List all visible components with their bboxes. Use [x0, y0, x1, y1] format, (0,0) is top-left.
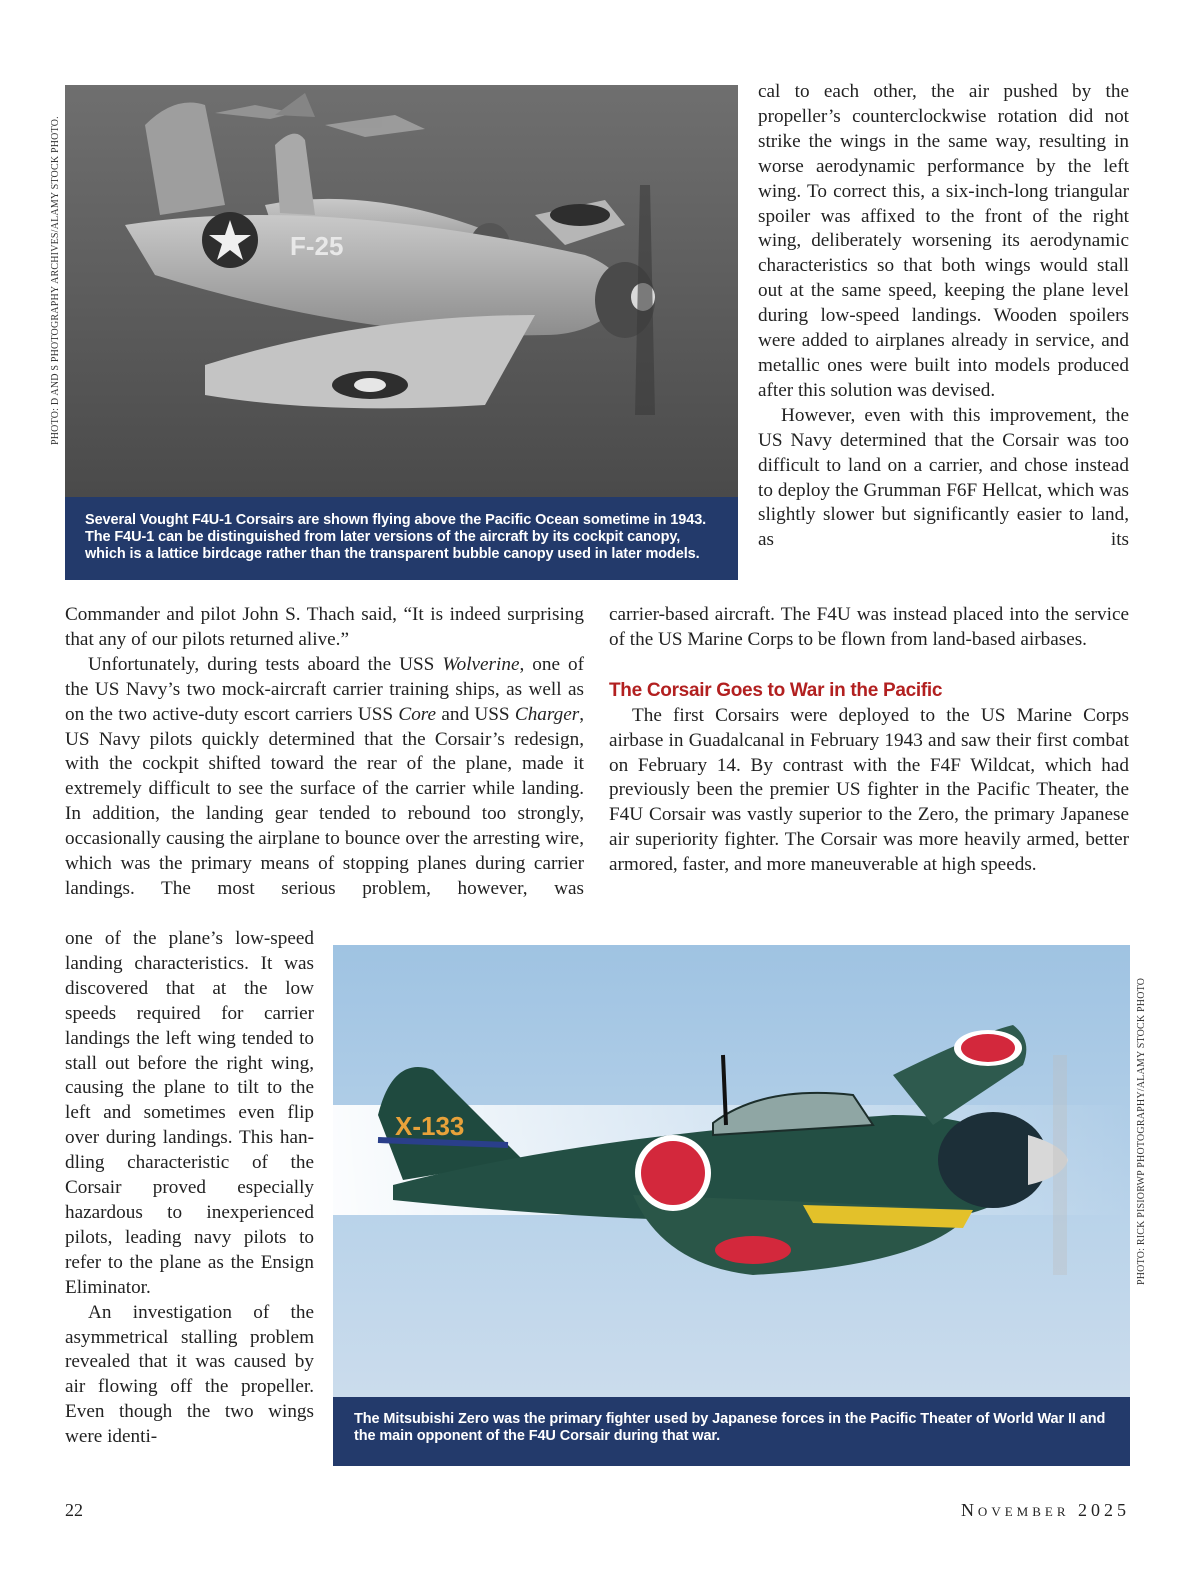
- caption-bottom-photo: The Mitsubishi Zero was the primary fighter used by Japanese forces in the Pacific Theater of World War II and the main opponent of the F4U Corsair during that war.: [333, 1397, 1130, 1466]
- corsair-formation-photo: [65, 85, 738, 497]
- article-left-column: [65, 603, 584, 902]
- paragraph: The first Corsairs were deployed to the US Marine Corps airbase in Guadalcanal in February 1943 and saw their first combat on February 14. By contrast with the F4F Wildcat, which had previously been the premier US fighter in the Pacific Theater, the F4U Corsair was vastly superior to the Zero, the primary Japanese air superiority fighter. The Corsair was more heavily armed, better armored, faster, and more maneuverable at high speeds.: [609, 704, 1129, 876]
- paragraph: cal to each other, the air pushed by the propeller’s counterclockwise rotation did not strike the wings in the same way, resulting in worse aerodynamic performance by the left wing. To correct this, a six-inch-long triangular spoiler was affixed to the front of the right wing, deliberately worsening its aerodynamic characteristics so that both wings would stall out at the same speed, keeping the plane level during low-speed landings. Wooden spoilers were added to airplanes already in service, and metallic ones were built into models produced after this solution was devised.: [758, 81, 1129, 401]
- section-heading: The Corsair Goes to War in the Pacific: [609, 679, 943, 701]
- paragraph: However, even with this improvement, the US Navy determined that the Corsair was too difficult to land on a carrier, and chose instead to deploy the Grumman F6F Hellcat, which was slightly slower but significantly easier to land, as its: [758, 404, 1129, 551]
- page-number: 22: [65, 1500, 83, 1520]
- article-right-column: [758, 80, 1129, 553]
- aircraft-marking-x133: X-133: [395, 1111, 465, 1141]
- caption-top-photo: Several Vought F4U-1 Corsairs are shown flying above the Pacific Ocean sometime in 1943. The F4U-1 can be distinguished from later versions of the aircraft by its cockpit canopy, which is a lattice birdcage rather than the transparent bubble canopy used in later models.: [65, 497, 738, 580]
- paragraph-continued: carrier-based aircraft. The F4U was instead placed into the service of the US Marine Corps to be flown from land-based airbases.: [609, 604, 1129, 650]
- article-right-wide: [609, 603, 1129, 878]
- photo-credit-bottom: PHOTO: RICK PISIORWP PHOTOGRAPHY/ALAMY STOCK PHOTO: [1136, 977, 1147, 1285]
- issue-date: November 2025: [960, 1500, 1130, 1520]
- aircraft-marking-f25: F-25: [290, 231, 344, 261]
- paragraph: Commander and pilot John S. Thach said, “It is indeed surprising that any of our pilots returned alive.”: [65, 604, 584, 650]
- paragraph: Unfortunately, during tests aboard the USS Wolverine, one of the US Navy’s two mock-aircraft carrier training ships, as well as on the two active-duty escort carriers USS Core and USS Charger, US Navy pilots quickly determined that the Corsair’s redesign, with the cockpit shifted toward the rear of the plane, made it extremely difficult to see the surface of the carrier while landing. In addition, the landing gear tended to rebound too strongly, occasionally causing the airplane to bounce over the arresting wire, which was the primary means of stopping planes during carrier landings. The most serious problem, however, was: [65, 653, 585, 899]
- article-left-narrow-column: [65, 927, 314, 1450]
- paragraph-continued: one of the plane’s low-speed landing characteristics. It was discovered that at the low speeds required for carrier landings the left wing tended to stall out before the right wing, causing the plane to tilt to the left and sometimes even flip over during landings. This handling characteristic of the Corsair proved especially hazardous to inexperienced pilots, leading navy pilots to refer to the plane as the Ensign Eliminator.: [65, 928, 314, 1298]
- paragraph: An investigation of the asymmetrical stalling problem revealed that it was caused by air flowing off the propeller. Even though the two wings were identi-: [65, 1301, 314, 1448]
- photo-credit-top: PHOTO: D AND S PHOTOGRAPHY ARCHIVES/ALAMY STOCK PHOTO.: [50, 116, 61, 445]
- mitsubishi-zero-photo: [333, 945, 1130, 1397]
